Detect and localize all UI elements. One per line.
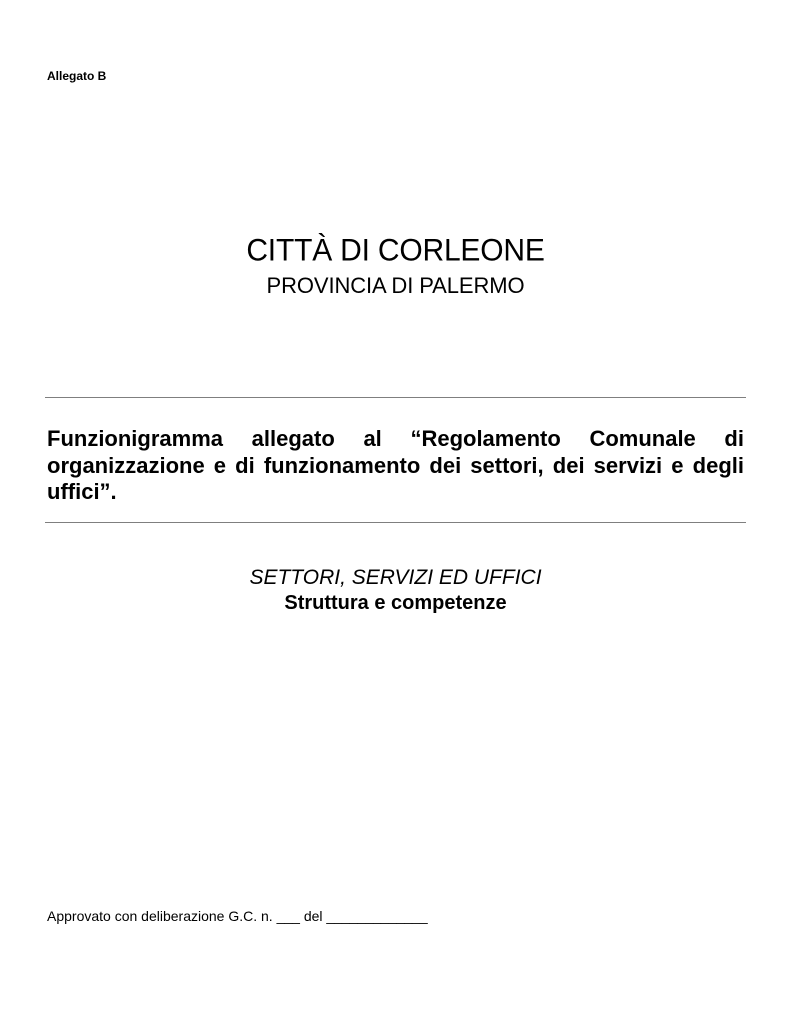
section-subheading: Struttura e competenze — [284, 592, 507, 614]
province-title: PROVINCIA DI PALERMO — [266, 273, 525, 298]
city-title: CITTÀ DI CORLEONE — [246, 233, 545, 268]
document-subtitle: Funzionigramma allegato al “Regolamento Comunale di organizzazione e di funzionamento dei settori, dei servizi e degli uffici”. — [47, 426, 744, 504]
top-divider — [45, 397, 746, 398]
approval-note: Approvato con deliberazione G.C. n. ___ del _____________ — [47, 908, 428, 924]
attachment-label: Allegato B — [47, 69, 107, 83]
bottom-divider — [45, 522, 746, 523]
section-heading: SETTORI, SERVIZI ED UFFICI — [249, 566, 542, 589]
